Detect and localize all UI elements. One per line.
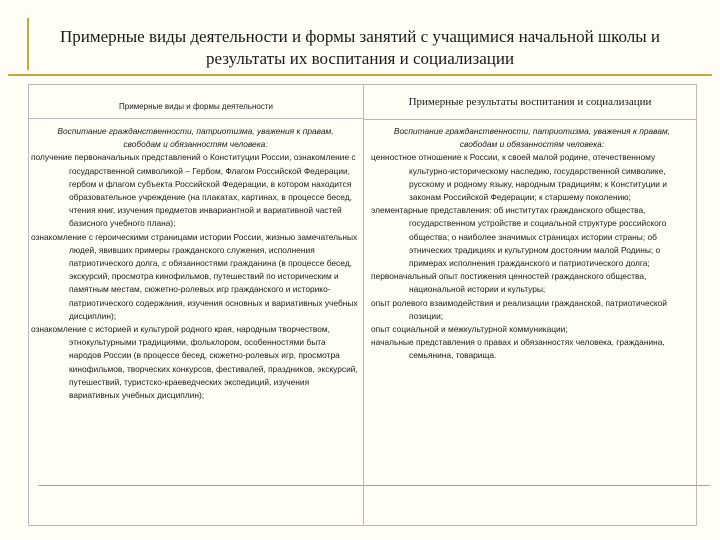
decorative-horizontal-line bbox=[8, 74, 712, 76]
right-column-header: Примерные результаты воспитания и социализации bbox=[364, 85, 696, 120]
left-column-header: Примерные виды и формы деятельности bbox=[29, 85, 363, 119]
right-item: первоначальный опыт постижения ценностей гражданского общества, национальной истории и культуры; bbox=[371, 271, 647, 295]
left-intro: Воспитание гражданственности, патриотизма, уважения к правам, свободам и обязанностям человека: bbox=[57, 126, 334, 150]
decorative-vertical-line bbox=[27, 18, 29, 70]
right-item: ценностное отношение к России, к своей малой родине, отечественному культурно-историческому наследию, государственной символике, русскому и родному языку, народным традициям; к Конституции и законам Российской Федерации; к старшему поколению; bbox=[371, 152, 667, 203]
right-item: опыт ролевого взаимодействия и реализации гражданской, патриотической позиции; bbox=[371, 297, 667, 321]
right-item: начальные представления о правах и обязанностях человека, гражданина, семьянина, товарища. bbox=[371, 337, 665, 361]
right-item: элементарные представления: об институтах гражданского общества, государственном устройстве и социальной структуре российского общества; о наиболее значимых страницах истории страны; об этнических традициях и культурном достоянии малой Родины; о примерах исполнения гражданского и патриотического долга; bbox=[371, 205, 667, 269]
left-item: ознакомление с историей и культурой родного края, народным творчеством, этнокультурными традициями, фольклором, особенностями быта народов России (в процессе бесед, сюжетно-ролевых игр, просмотра кинофильмов, творческих конкурсов, фестивалей, праздников, экскурсий, путешествий, туристско-краеведческих экспедиций, изучения вариативных учебных дисциплин); bbox=[31, 324, 358, 401]
left-item: получение первоначальных представлений о Конституции России, ознакомление с государственной символикой – Гербом, Флагом Российской Федерации, гербом и флагом субъекта Российской Федерации, в котором находится образовательное учреждение (на плакатах, картинах, в процессе бесед, чтения книг, изучения предметов инвариантной и вариативной частей базисного учебного плана); bbox=[31, 152, 356, 229]
left-column-body bbox=[29, 125, 363, 525]
left-column bbox=[29, 85, 364, 525]
content-table bbox=[28, 84, 697, 526]
slide-title: Примерные виды деятельности и формы занятий с учащимися начальной школы и результаты их воспитания и социализации bbox=[59, 27, 661, 68]
right-item: опыт социальной и межкультурной коммуникации; bbox=[371, 324, 568, 335]
right-column-body bbox=[364, 125, 696, 525]
right-column bbox=[364, 85, 696, 525]
right-intro: Воспитание гражданственности, патриотизма, уважения к правам, свободам и обязанностям человека: bbox=[393, 126, 671, 150]
decorative-bottom-line bbox=[38, 485, 710, 486]
left-item: ознакомление с героическими страницами истории России, жизнью замечательных людей, явивших примеры гражданского служения, исполнения патриотического долга, с обязанностями гражданина (в процессе бесед, экскурсий, просмотра кинофильмов, путешествий по историческим и памятным местам, сюжетно-ролевых игр гражданского и историко-патриотического содержания, изучения основных и вариативных учебных дисциплин); bbox=[31, 231, 358, 321]
